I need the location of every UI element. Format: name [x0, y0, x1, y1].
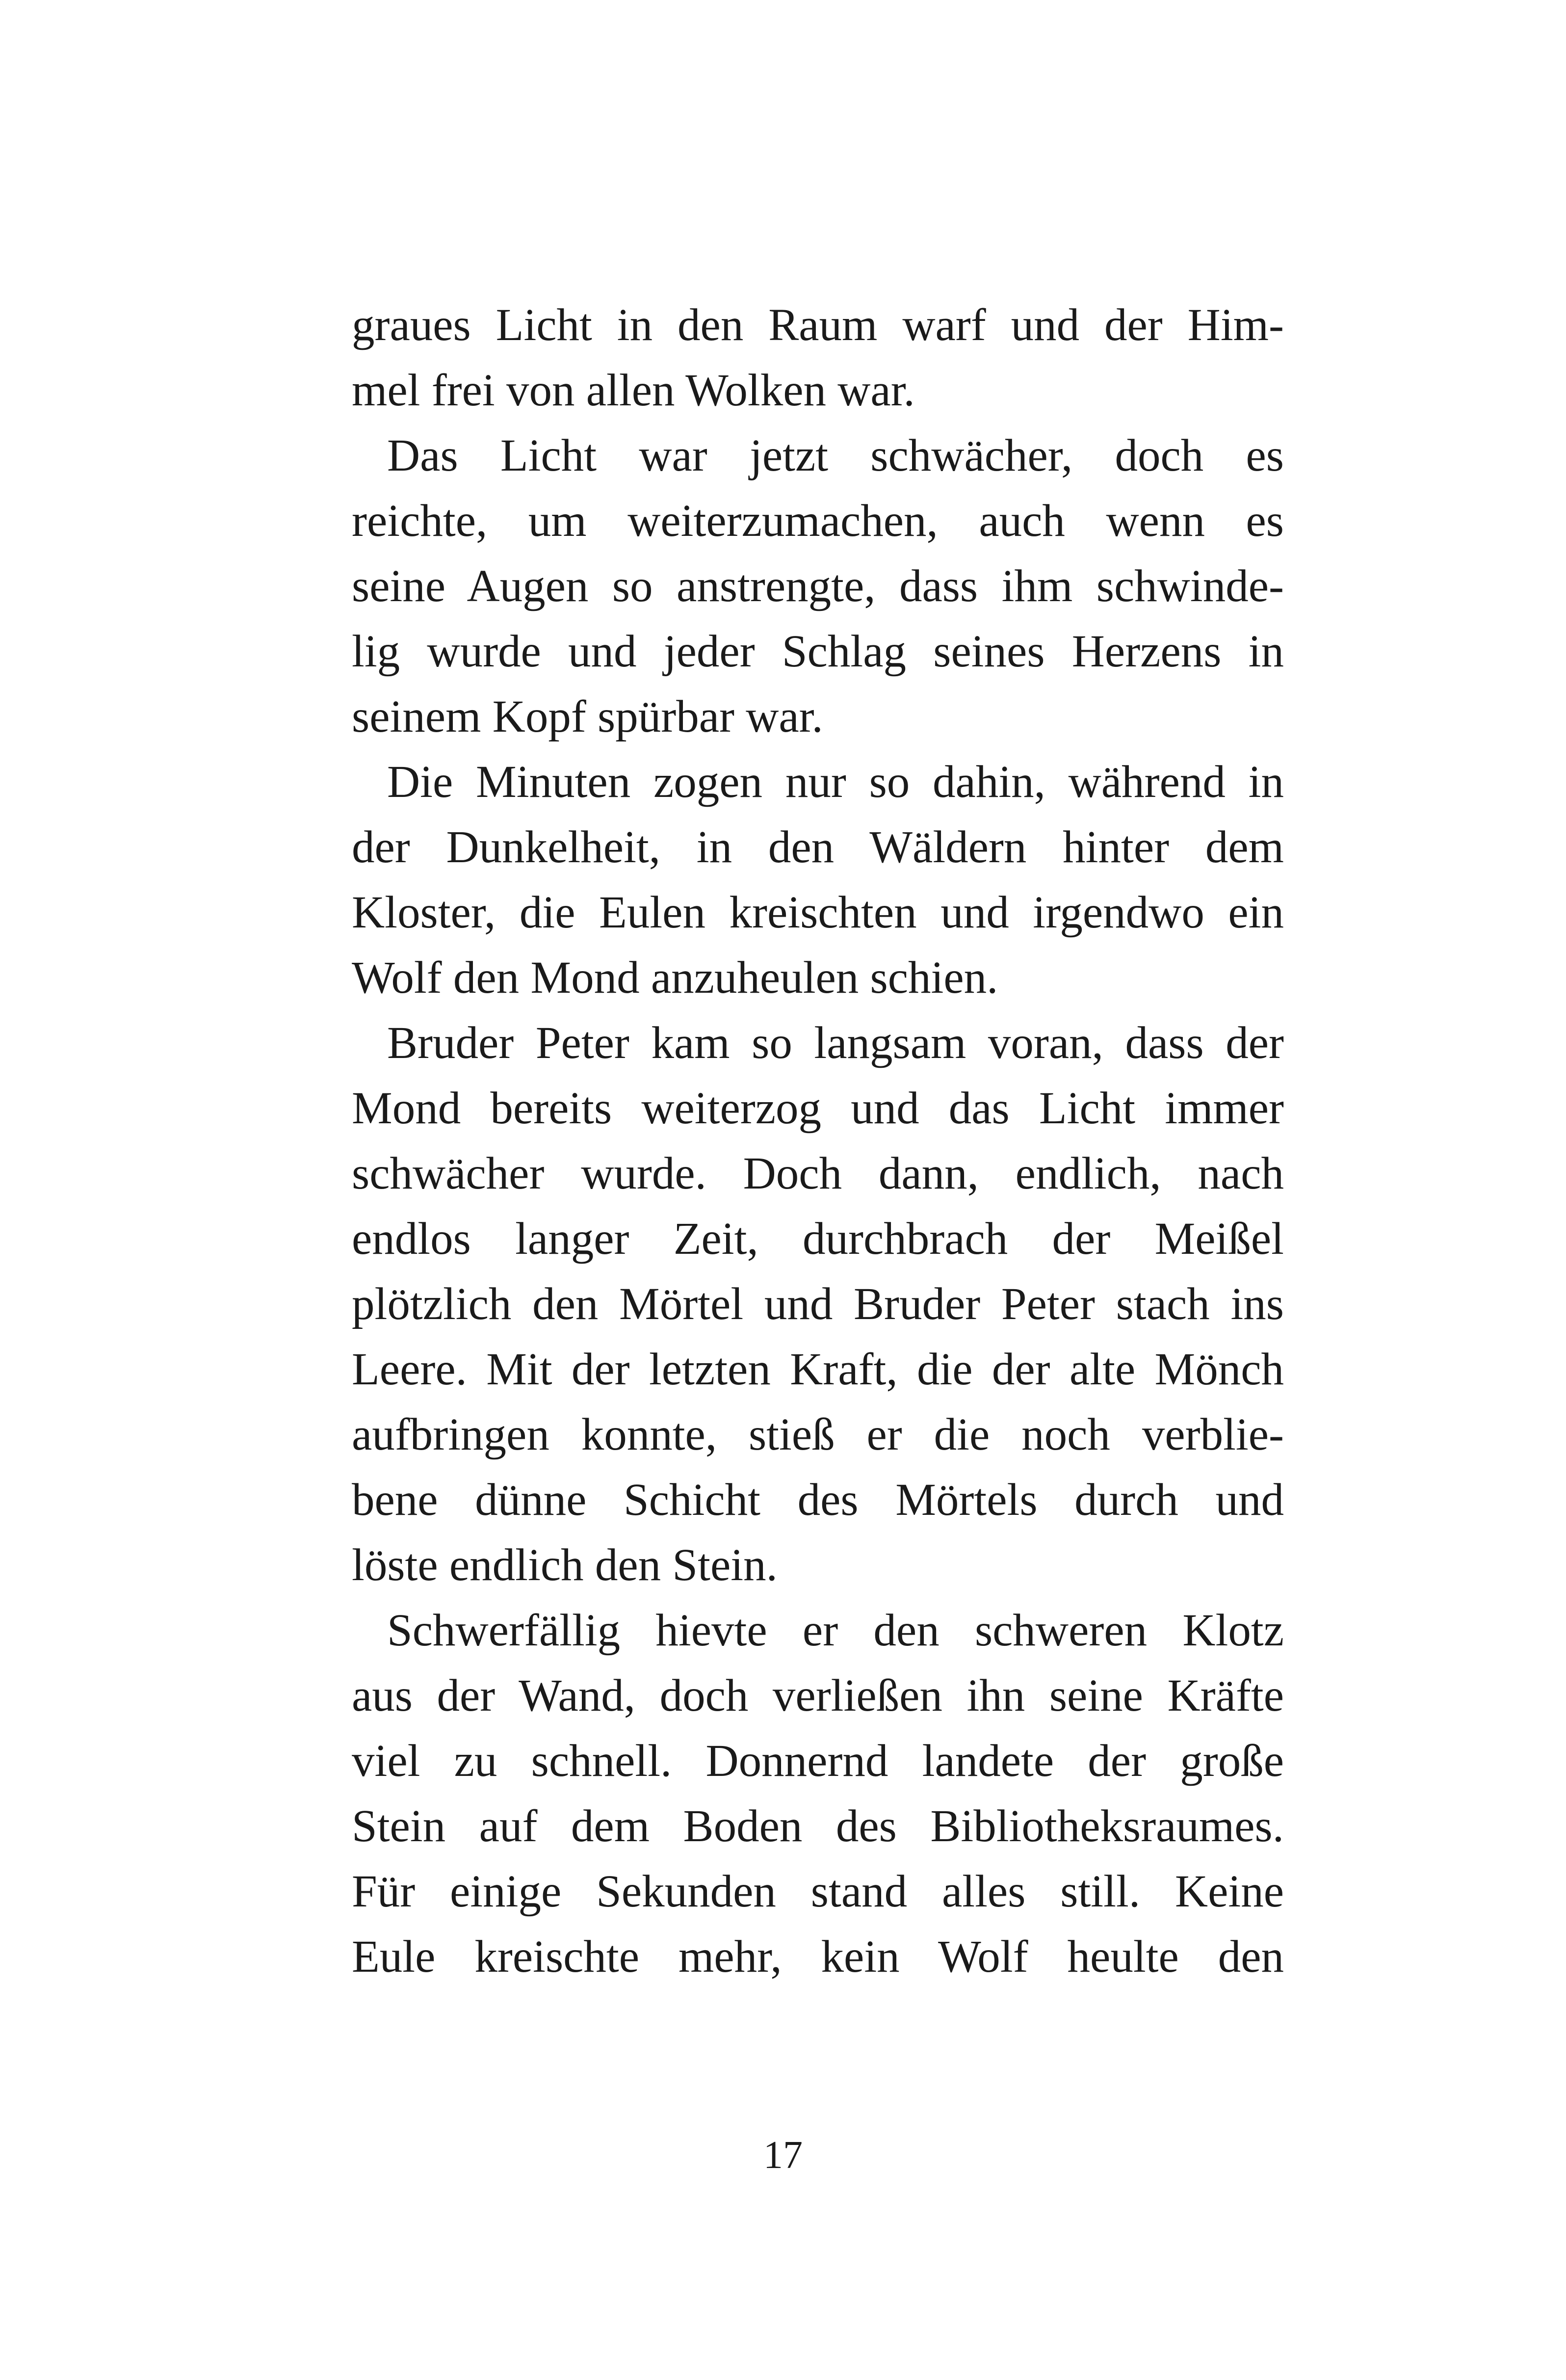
- text-line: endlos langer Zeit, durchbrach der Meißel: [352, 1214, 1284, 1264]
- text-line: aufbringen konnte, stieß er die noch verblie-: [352, 1409, 1284, 1460]
- page-number: 17: [763, 2134, 803, 2177]
- text-line: plötzlich den Mörtel und Bruder Peter stach ins: [352, 1279, 1284, 1329]
- text-line: mel frei von allen Wolken war.: [352, 365, 915, 416]
- text-line: löste endlich den Stein.: [352, 1540, 778, 1590]
- text-line: Kloster, die Eulen kreischten und irgendwo ein: [352, 887, 1284, 938]
- text-line: Eule kreischte mehr, kein Wolf heulte den: [352, 1931, 1284, 1982]
- text-line: bene dünne Schicht des Mörtels durch und: [352, 1475, 1284, 1525]
- text-line: Mond bereits weiterzog und das Licht immer: [352, 1083, 1284, 1134]
- text-line: Stein auf dem Boden des Bibliotheksraumes.: [352, 1801, 1284, 1851]
- text-line: viel zu schnell. Donnernd landete der große: [352, 1736, 1284, 1786]
- text-line: lig wurde und jeder Schlag seines Herzens in: [352, 626, 1284, 677]
- text-line: seinem Kopf spürbar war.: [352, 691, 823, 742]
- paragraph-first-line: Das Licht war jetzt schwächer, doch es: [387, 430, 1284, 481]
- body-text: [352, 292, 1284, 1989]
- paragraph-first-line: Bruder Peter kam so langsam voran, dass der: [387, 1018, 1284, 1068]
- text-line: schwächer wurde. Doch dann, endlich, nach: [352, 1148, 1284, 1199]
- paragraph-first-line: Schwerfällig hievte er den schweren Klotz: [387, 1605, 1284, 1656]
- text-line: Für einige Sekunden stand alles still. Keine: [352, 1866, 1284, 1917]
- text-line: reichte, um weiterzumachen, auch wenn es: [352, 496, 1284, 546]
- text-line: der Dunkelheit, in den Wäldern hinter dem: [352, 822, 1284, 873]
- paragraph-first-line: Die Minuten zogen nur so dahin, während in: [387, 757, 1284, 807]
- text-line: seine Augen so anstrengte, dass ihm schwinde-: [352, 561, 1284, 611]
- text-line: graues Licht in den Raum warf und der Him-: [352, 300, 1284, 350]
- text-line: aus der Wand, doch verließen ihn seine Kräfte: [352, 1670, 1284, 1721]
- text-line: Wolf den Mond anzuheulen schien.: [352, 952, 998, 1003]
- text-line: Leere. Mit der letzten Kraft, die der alte Mönch: [352, 1344, 1284, 1395]
